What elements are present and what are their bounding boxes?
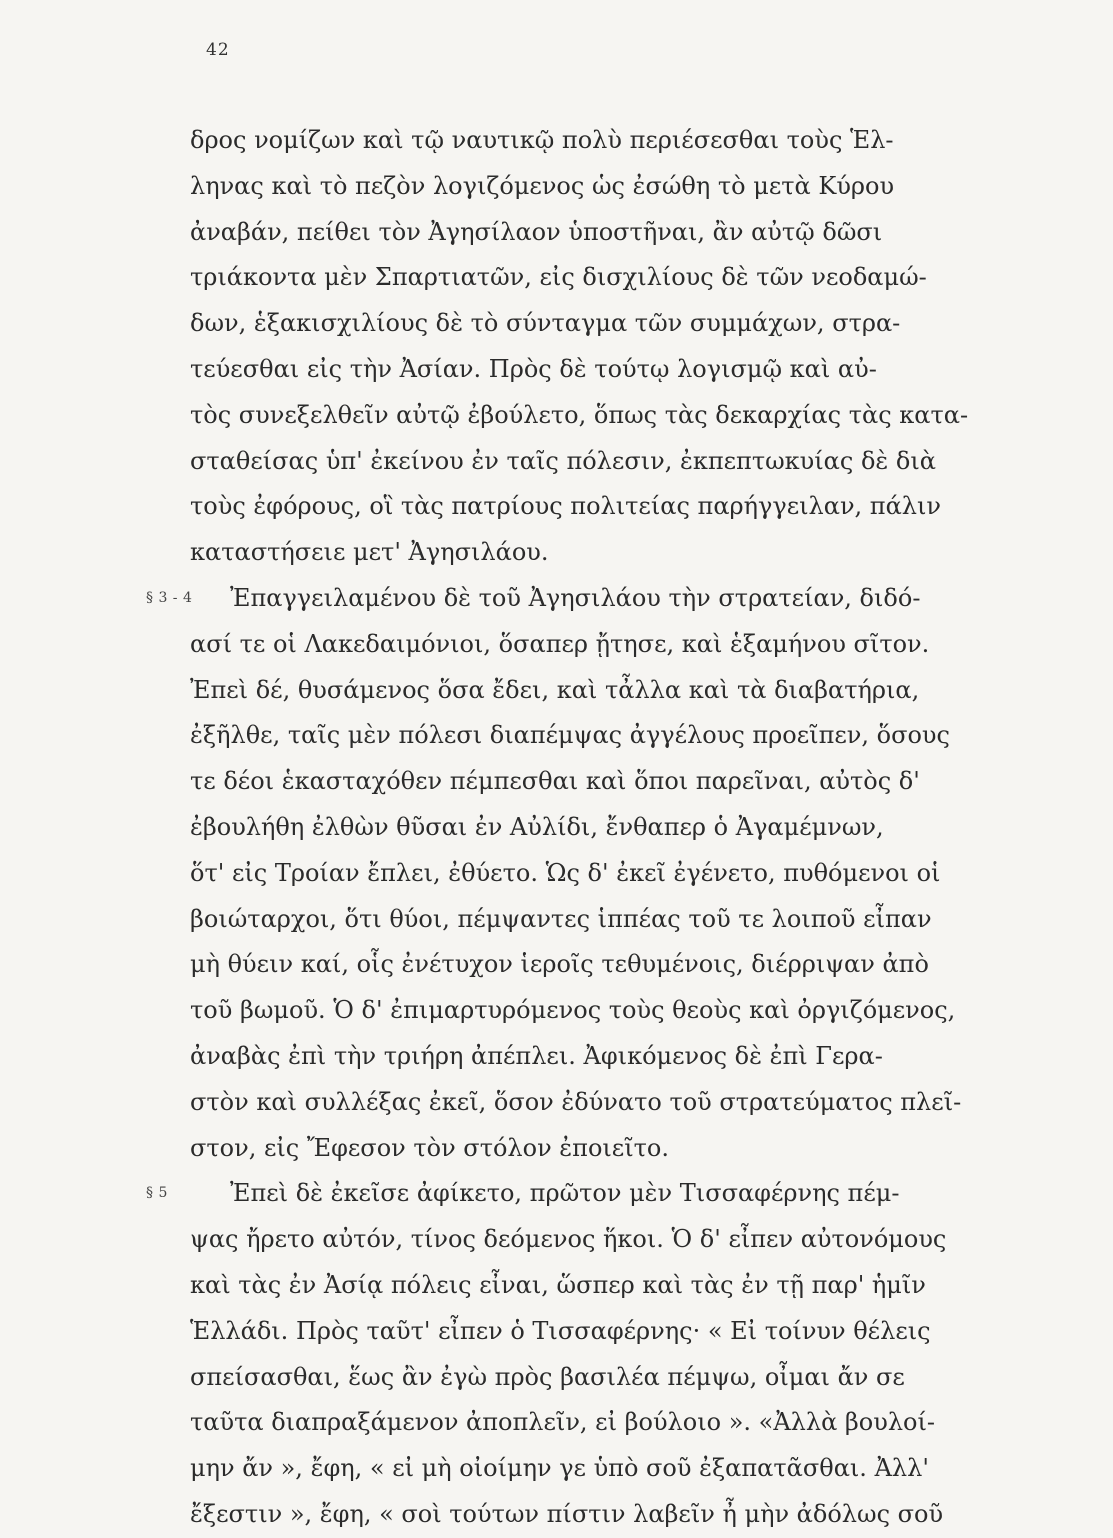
text-line: ταῦτα διαπραξάμενον ἀποπλεῖν, εἰ βούλοιο ». «Ἀλλὰ βουλοί- — [190, 1408, 936, 1437]
text-line: ὅτ' εἰς Τροίαν ἔπλει, ἐθύετο. Ὡς δ' ἐκεῖ ἐγένετο, πυθόμενοι οἱ — [190, 858, 941, 887]
paragraph-start-line — [146, 576, 1030, 622]
greek-text-body — [146, 118, 1030, 1538]
text-line: στὸν καὶ συλλέξας ἐκεῖ, ὅσον ἐδύνατο τοῦ στρατεύματος πλεῖ- — [190, 1087, 962, 1116]
text-line: σπείσασθαι, ἕως ἂν ἐγὼ πρὸς βασιλέα πέμψω, οἶμαι ἄν σε — [190, 1362, 905, 1391]
text-line: ἀναβὰς ἐπὶ τὴν τριήρη ἀπέπλει. Ἀφικόμενος δὲ ἐπὶ Γερα- — [190, 1041, 883, 1070]
text-line: σταθείσας ὑπ' ἐκείνου ἐν ταῖς πόλεσιν, ἐκπεπτωκυίας δὲ διὰ — [190, 446, 936, 475]
text-line: ἔξεστιν », ἔφη, « σοὶ τούτων πίστιν λαβεῖν ἦ μὴν ἀδόλως σοῦ — [190, 1499, 944, 1528]
text-line: Ἐπεὶ δέ, θυσάμενος ὅσα ἔδει, καὶ τἆλλα καὶ τὰ διαβατήρια, — [190, 675, 920, 704]
text-line: ἀναβάν, πείθει τὸν Ἀγησίλαον ὑποστῆναι, ἂν αὐτῷ δῶσι — [190, 217, 883, 246]
page-number: 42 — [206, 40, 230, 60]
text-line: μην ἄν », ἔφη, « εἰ μὴ οἰοίμην γε ὑπὸ σοῦ ἐξαπατᾶσθαι. Ἀλλ' — [190, 1454, 929, 1483]
text-line: καταστήσειε μετ' Ἀγησιλάου. — [190, 538, 549, 567]
text-line: βοιώταρχοι, ὅτι θύοι, πέμψαντες ἱππέας τοῦ τε λοιποῦ εἶπαν — [190, 904, 932, 933]
text-line: ἐβουλήθη ἐλθὼν θῦσαι ἐν Αὐλίδι, ἔνθαπερ ὁ Ἀγαμέμνων, — [190, 812, 884, 841]
text-line: ἐξῆλθε, ταῖς μὲν πόλεσι διαπέμψας ἀγγέλους προεῖπεν, ὅσους — [190, 721, 950, 750]
text-line: τριάκοντα μὲν Σπαρτιατῶν, εἰς δισχιλίους δὲ τῶν νεοδαμώ- — [190, 263, 927, 292]
text-line: ψας ἤρετο αὐτόν, τίνος δεόμενος ἥκοι. Ὁ δ' εἶπεν αὐτονόμους — [190, 1225, 947, 1254]
section-marker: § 3 - 4 — [146, 589, 193, 606]
text-line: δρος νομίζων καὶ τῷ ναυτικῷ πολὺ περιέσεσθαι τοὺς Ἑλ- — [190, 126, 894, 154]
text-line: τοὺς ἐφόρους, οἳ τὰς πατρίους πολιτείας παρήγγειλαν, πάλιν — [190, 492, 941, 521]
section-marker: § 5 — [146, 1185, 168, 1202]
paragraph-start-line — [146, 1171, 1030, 1217]
text-line: δων, ἑξακισχιλίους δὲ τὸ σύνταγμα τῶν συμμάχων, στρα- — [190, 309, 901, 338]
text-line: στον, εἰς Ἔφεσον τὸν στόλον ἐποιεῖτο. — [190, 1133, 670, 1162]
text-line-content: Ἐπαγγειλαμένου δὲ τοῦ Ἀγησιλάου τὴν στρατείαν, διδό- — [230, 583, 921, 612]
text-line: καὶ τὰς ἐν Ἀσίᾳ πόλεις εἶναι, ὥσπερ καὶ τὰς ἐν τῇ παρ' ἡμῖν — [190, 1270, 926, 1299]
text-line: τοῦ βωμοῦ. Ὁ δ' ἐπιμαρτυρόμενος τοὺς θεοὺς καὶ ὀργιζόμενος, — [190, 996, 956, 1025]
text-line: Ἑλλάδι. Πρὸς ταῦτ' εἶπεν ὁ Τισσαφέρνης· « Εἰ τοίνυν θέλεις — [190, 1316, 931, 1345]
text-line: τεύεσθαι εἰς τὴν Ἀσίαν. Πρὸς δὲ τούτῳ λογισμῷ καὶ αὐ- — [190, 354, 877, 383]
text-line: ληνας καὶ τὸ πεζὸν λογιζόμενος ὡς ἐσώθη τὸ μετὰ Κύρου — [190, 171, 895, 200]
text-line-content: Ἐπεὶ δὲ ἐκεῖσε ἀφίκετο, πρῶτον μὲν Τισσαφέρνης πέμ- — [230, 1179, 900, 1208]
text-line: τε δέοι ἑκασταχόθεν πέμπεσθαι καὶ ὅποι παρεῖναι, αὐτὸς δ' — [190, 767, 920, 796]
text-line: ασί τε οἱ Λακεδαιμόνιοι, ὅσαπερ ᾔτησε, καὶ ἑξαμήνου σῖτον. — [190, 629, 930, 658]
text-line: μὴ θύειν καί, οἷς ἐνέτυχον ἱεροῖς τεθυμένοις, διέρριψαν ἀπὸ — [190, 950, 929, 979]
text-line: τὸς συνεξελθεῖν αὐτῷ ἐβούλετο, ὅπως τὰς δεκαρχίας τὰς κατα- — [190, 400, 969, 429]
